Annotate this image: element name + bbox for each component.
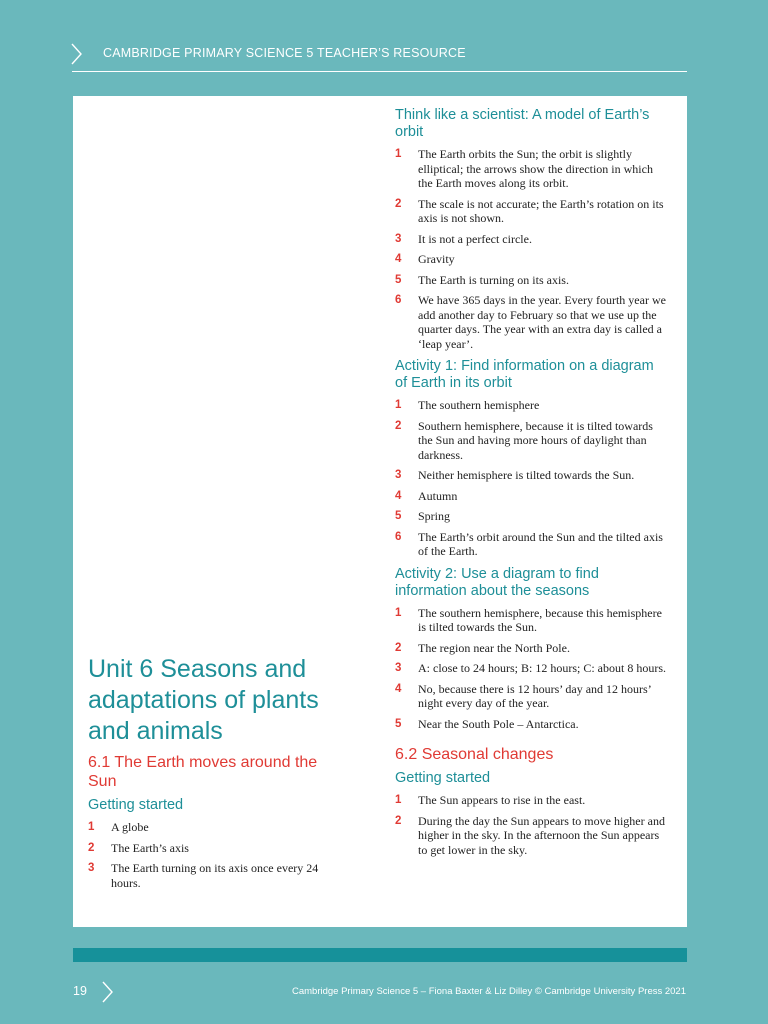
list-item [88, 861, 346, 890]
list-item [395, 419, 669, 463]
list-item [395, 717, 669, 732]
right-column [395, 107, 669, 864]
footer-copyright: Cambridge Primary Science 5 – Fiona Baxter & Liz Dilley © Cambridge University Press 2021 [291, 986, 686, 997]
item-number: 4 [395, 682, 402, 695]
list-item [395, 398, 669, 413]
list-item [395, 273, 669, 288]
list-item [395, 468, 669, 483]
item-text: Autumn [418, 488, 458, 503]
list-item [395, 252, 669, 267]
item-number: 1 [395, 794, 402, 806]
item-text: Spring [418, 509, 451, 523]
activity-1-heading: Activity 1: Find information on a diagram of Earth in its orbit [395, 358, 654, 391]
chevron-right-icon [102, 981, 114, 1003]
item-number: 3 [395, 232, 402, 245]
header-divider [72, 71, 687, 72]
item-number: 6 [395, 530, 402, 543]
item-text: It is not a perfect circle. [418, 231, 532, 246]
list-item [395, 641, 669, 656]
item-number: 2 [395, 641, 402, 654]
footer-band [73, 948, 687, 962]
item-text: The Earth’s orbit around the Sun and the tilted axis of the Earth. [418, 529, 663, 558]
list-item [395, 509, 669, 524]
item-number: 3 [395, 662, 402, 674]
item-number: 1 [395, 399, 402, 411]
item-text: The Earth turning on its axis once every 24 hours. [111, 861, 319, 890]
activity-2-list [395, 606, 669, 732]
item-text: The southern hemisphere, because this hemisphere is tilted towards the Sun. [418, 605, 662, 634]
list-item [395, 489, 669, 504]
item-text: Neither hemisphere is tilted towards the Sun. [418, 468, 635, 482]
item-text: We have 365 days in the year. Every fourth year we add another day to February so that we use up the quarter days. The year with an extra day is called a ‘leap year’. [418, 293, 666, 351]
item-number: 3 [88, 862, 95, 874]
unit-title: Unit 6 Seasons and adaptations of plants and animals [88, 655, 319, 745]
activity-1-list [395, 398, 669, 559]
getting-started-list [88, 820, 346, 890]
section-6-2-title: 6.2 Seasonal changes [395, 746, 554, 763]
item-number: 5 [395, 273, 402, 286]
list-item [395, 793, 669, 808]
list-item [395, 606, 669, 635]
item-number: 2 [395, 814, 402, 827]
item-text: The Sun appears to rise in the east. [418, 793, 586, 807]
item-text: Gravity [418, 252, 455, 266]
list-item [395, 147, 669, 191]
list-item [88, 841, 346, 856]
list-item [395, 814, 669, 858]
getting-started-heading: Getting started [88, 797, 184, 813]
item-text: During the day the Sun appears to move higher and higher in the sky. In the afternoon the Sun appears to get lower in the sky. [418, 813, 665, 857]
item-text: A globe [111, 820, 149, 834]
getting-started-heading: Getting started [395, 770, 491, 786]
item-text: Southern hemisphere, because it is tilted towards the Sun and having more hours of daylight than darkness. [418, 418, 653, 462]
list-item [395, 530, 669, 559]
item-number: 2 [88, 841, 95, 854]
item-number: 1 [395, 148, 402, 160]
item-number: 5 [395, 510, 402, 522]
running-header: CAMBRIDGE PRIMARY SCIENCE 5 TEACHER’S RESOURCE [103, 46, 466, 60]
item-text: The Earth’s axis [111, 840, 189, 855]
list-item [395, 232, 669, 247]
item-text: A: close to 24 hours; B: 12 hours; C: about 8 hours. [418, 661, 666, 675]
item-text: The scale is not accurate; the Earth’s rotation on its axis is not shown. [418, 196, 664, 225]
item-number: 4 [395, 489, 402, 502]
item-number: 2 [395, 419, 402, 432]
item-number: 2 [395, 197, 402, 210]
item-number: 4 [395, 253, 402, 265]
item-text: Near the South Pole – Antarctica. [418, 716, 579, 731]
item-number: 6 [395, 294, 402, 306]
section-title: 6.1 The Earth moves around the Sun [88, 754, 318, 790]
item-text: The region near the North Pole. [418, 640, 570, 655]
think-like-scientist-heading: Think like a scientist: A model of Earth’s orbit [395, 107, 650, 140]
item-text: The Earth orbits the Sun; the orbit is slightly elliptical; the arrows show the direction in which the Earth moves along its orbit. [418, 147, 653, 190]
chevron-right-icon [71, 43, 83, 65]
item-text: No, because there is 12 hours’ day and 12 hours’ night every day of the year. [418, 681, 651, 710]
section-6-2-list [395, 793, 669, 857]
left-column [88, 654, 346, 897]
page-number: 19 [73, 984, 87, 998]
item-number: 5 [395, 717, 402, 730]
think-like-scientist-list [395, 147, 669, 351]
list-item [395, 293, 669, 351]
list-item [88, 820, 346, 835]
list-item [395, 682, 669, 711]
list-item [395, 661, 669, 676]
item-text: The southern hemisphere [418, 398, 540, 412]
activity-2-heading: Activity 2: Use a diagram to find information about the seasons [395, 565, 599, 599]
item-number: 1 [395, 606, 402, 619]
item-text: The Earth is turning on its axis. [418, 272, 569, 287]
item-number: 1 [88, 821, 95, 833]
item-number: 3 [395, 469, 402, 481]
list-item [395, 197, 669, 226]
